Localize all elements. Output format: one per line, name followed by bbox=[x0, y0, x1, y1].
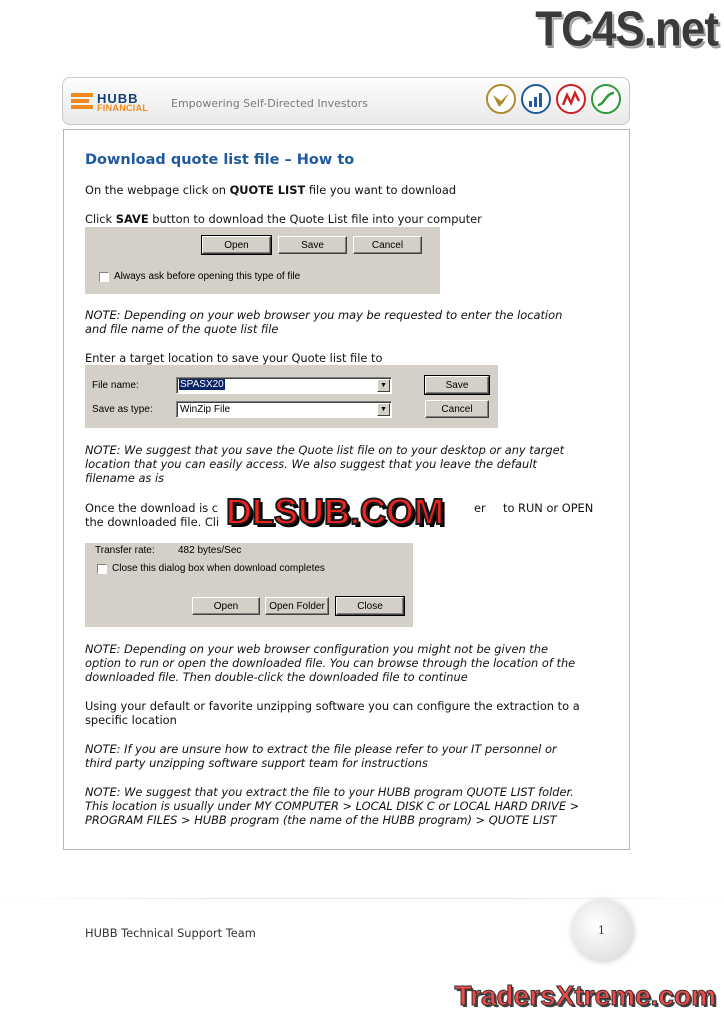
watermark-middle: DLSUB.COM bbox=[226, 491, 444, 532]
chevron-down-icon[interactable]: ▼ bbox=[377, 379, 390, 392]
file-name-value: SPASX20 bbox=[180, 379, 224, 390]
cancel-button[interactable]: Cancel bbox=[353, 236, 422, 254]
save-as-type-value: WinZip File bbox=[180, 404, 231, 415]
file-name-field[interactable] bbox=[176, 377, 392, 394]
instruction-1: On the webpage click on QUOTE LIST file you want to download bbox=[85, 183, 457, 197]
note-5-line-1: NOTE: We suggest that you extract the file to your HUBB program QUOTE LIST folder. bbox=[85, 785, 574, 799]
footer-team: HUBB Technical Support Team bbox=[85, 926, 256, 940]
note-3-line-2: option to run or open the downloaded file. You can browse through the location of the bbox=[85, 656, 576, 670]
note-3-line-3: downloaded file. Then double-click the downloaded file to continue bbox=[85, 670, 468, 684]
file-name-label: File name: bbox=[92, 380, 139, 391]
page-number: 1 bbox=[598, 924, 605, 937]
header-icons bbox=[486, 84, 621, 114]
tagline: Empowering Self-Directed Investors bbox=[171, 97, 368, 110]
zigzag-chart-icon[interactable] bbox=[556, 84, 586, 114]
transfer-rate-label: Transfer rate: bbox=[95, 545, 155, 556]
page-title: Download quote list file – How to bbox=[85, 152, 355, 168]
close-button[interactable]: Close bbox=[336, 597, 404, 615]
bird-icon[interactable] bbox=[486, 84, 516, 114]
transfer-rate-value: 482 bytes/Sec bbox=[178, 545, 242, 556]
logo-sub: FINANCIAL bbox=[97, 103, 149, 113]
cancel-button[interactable]: Cancel bbox=[425, 400, 489, 418]
instruction-4-end: to RUN or OPEN bbox=[503, 501, 594, 515]
download-dialog-screenshot bbox=[85, 227, 440, 294]
close-when-done-checkbox[interactable] bbox=[97, 564, 107, 574]
note-3-line-1: NOTE: Depending on your web browser configuration you might not be given the bbox=[85, 642, 548, 656]
always-ask-label: Always ask before opening this type of file bbox=[114, 271, 301, 282]
instruction-4-fragment: er bbox=[474, 501, 486, 515]
close-when-done-label: Close this dialog box when download completes bbox=[112, 563, 325, 574]
instruction-5-line-1: Using your default or favorite unzipping software you can configure the extraction to a bbox=[85, 699, 580, 713]
trend-line-icon[interactable] bbox=[591, 84, 621, 114]
save-button[interactable]: Save bbox=[278, 236, 347, 254]
note-2-line-2: location that you can easily access. We also suggest that you leave the default bbox=[85, 457, 537, 471]
hubb-logo bbox=[71, 90, 161, 114]
watermark-top: TC4S.net bbox=[535, 2, 718, 57]
save-button[interactable]: Save bbox=[425, 376, 489, 394]
header-bar bbox=[62, 77, 630, 125]
instruction-4-line-1: Once the download is c bbox=[85, 501, 219, 515]
bar-chart-icon[interactable] bbox=[521, 84, 551, 114]
save-as-dialog-screenshot bbox=[85, 365, 498, 428]
note-1-line-2: and file name of the quote list file bbox=[85, 322, 279, 336]
instruction-3: Enter a target location to save your Quote list file to bbox=[85, 351, 383, 365]
open-button[interactable]: Open bbox=[192, 597, 260, 615]
instruction-2: Click SAVE button to download the Quote List file into your computer bbox=[85, 212, 482, 226]
note-2-line-3: filename as is bbox=[85, 471, 165, 485]
always-ask-checkbox[interactable] bbox=[99, 272, 109, 282]
note-5-line-2: This location is usually under MY COMPUTER > LOCAL DISK C or LOCAL HARD DRIVE > bbox=[85, 799, 580, 813]
open-button[interactable]: Open bbox=[202, 236, 271, 254]
instruction-4-line-2: the downloaded file. Cli bbox=[85, 515, 220, 529]
save-as-type-select[interactable] bbox=[176, 401, 392, 418]
chevron-down-icon[interactable]: ▼ bbox=[377, 403, 390, 416]
logo-brand: HUBB bbox=[97, 91, 139, 106]
note-2-line-1: NOTE: We suggest that you save the Quote list file on to your desktop or any target bbox=[85, 443, 565, 457]
open-folder-button[interactable]: Open Folder bbox=[265, 597, 329, 615]
footer-divider bbox=[0, 898, 724, 899]
watermark-bottom: TradersXtreme.com bbox=[454, 980, 716, 1011]
note-5-line-3: PROGRAM FILES > HUBB program (the name of the HUBB program) > QUOTE LIST bbox=[85, 813, 557, 827]
download-complete-dialog-screenshot bbox=[85, 543, 413, 627]
note-1-line-1: NOTE: Depending on your web browser you may be requested to enter the location bbox=[85, 308, 563, 322]
note-4-line-1: NOTE: If you are unsure how to extract the file please refer to your IT personnel or bbox=[85, 742, 557, 756]
instruction-5-line-2: specific location bbox=[85, 713, 177, 727]
save-as-type-label: Save as type: bbox=[92, 404, 153, 415]
note-4-line-2: third party unzipping software support team for instructions bbox=[85, 756, 428, 770]
